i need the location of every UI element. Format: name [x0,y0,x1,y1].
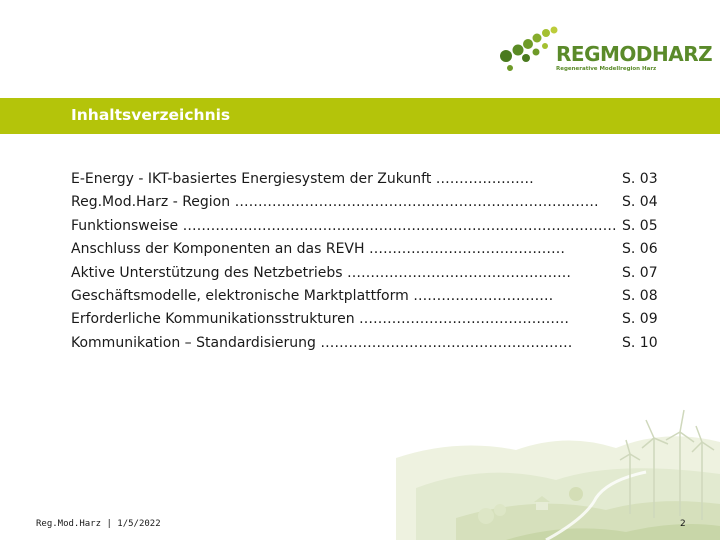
toc-entry[interactable] [71,215,671,238]
landscape-windturbines-illustration [396,398,720,540]
toc-entry-title: Reg.Mod.Harz - Region …………………………………………………………………… [71,194,599,211]
section-banner [0,98,720,134]
footer-label: Reg.Mod.Harz | 1/5/2022 [36,519,161,529]
toc-entry[interactable] [71,285,671,308]
page-number: 2 [680,519,686,529]
logo-word-reg: REG [556,42,600,66]
logo-tagline: Regenerative Modellregion Harz [556,66,657,72]
toc-entry-title: Geschäftsmodelle, elektronische Marktplattform ………………………… [71,287,554,304]
toc-entry[interactable] [71,168,671,191]
toc-entry-page: S. 05 [622,217,658,234]
toc-entry-page: S. 08 [622,287,658,304]
toc-entry-title: Kommunikation – Standardisierung ……………………………………………… [71,334,573,351]
toc-entry[interactable] [71,262,671,285]
logo-word-mod: MOD [599,42,652,66]
toc-entry-page: S. 04 [622,194,658,211]
toc-entry-title: E-Energy - IKT-basiertes Energiesystem der Zukunft ………………… [71,171,534,187]
toc-entry-page: S. 03 [622,171,658,187]
toc-entry-title: Funktionsweise ………………………………………………………………………………… [71,217,617,234]
toc-entry-page: S. 10 [622,334,658,351]
toc-entry-page: S. 06 [622,241,658,258]
toc-entry-page: S. 09 [622,311,658,328]
toc-entry[interactable] [71,191,671,214]
toc-entry[interactable] [71,308,671,331]
logo-wordmark [556,42,712,66]
logo-word-harz: HARZ [652,42,713,66]
toc-entry[interactable] [71,332,671,355]
logo-dots-icon [496,22,560,78]
toc-entry[interactable] [71,238,671,261]
toc-entry-page: S. 07 [622,264,658,281]
page-title: Inhaltsverzeichnis [71,106,231,124]
table-of-contents [71,168,671,355]
toc-entry-title: Anschluss der Komponenten an das REVH …………………………………… [71,241,565,258]
toc-entry-title: Aktive Unterstützung des Netzbetriebs ………………………………………… [71,264,572,281]
regmodharz-logo [496,22,713,78]
toc-entry-title: Erforderliche Kommunikationsstrukturen ……………………………………… [71,311,570,328]
